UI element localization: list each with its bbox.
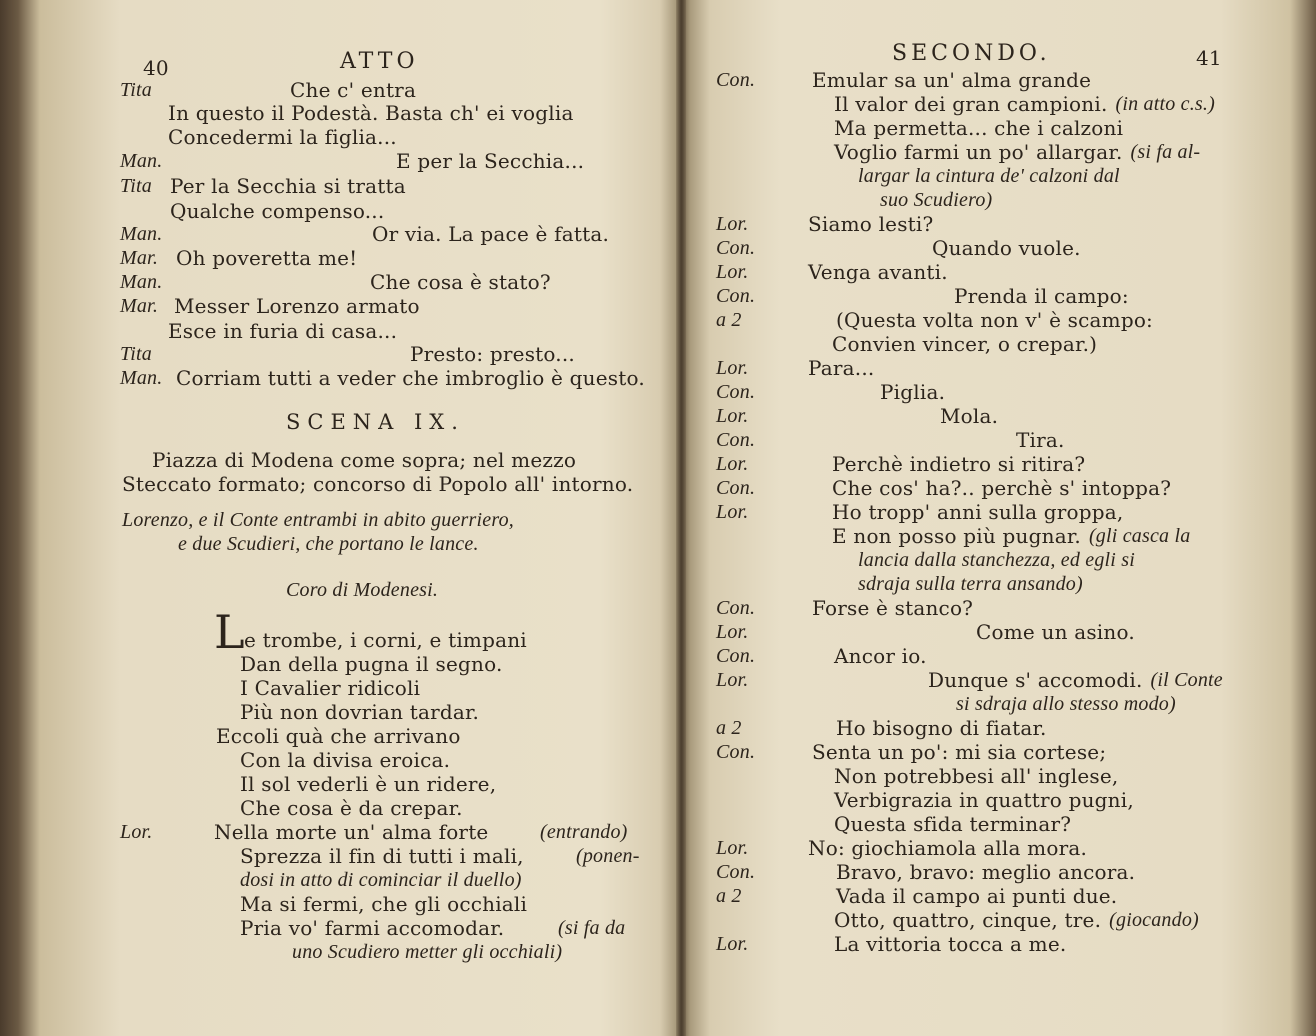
- speaker-label: Con.: [716, 741, 756, 763]
- speaker-label: Lor.: [716, 669, 749, 691]
- verse-line: e trombe, i corni, e timpani: [244, 628, 527, 652]
- dialogue-line: Concedermi la figlia...: [168, 125, 397, 149]
- running-header: ATTO: [340, 49, 419, 74]
- dialogue-line: Perchè indietro si ritira?: [832, 452, 1086, 476]
- dialogue-line: E non posso più pugnar.: [832, 524, 1081, 548]
- speaker-label: Lor.: [716, 933, 749, 955]
- speaker-label: Con.: [716, 285, 756, 307]
- dialogue-line: Mola.: [940, 404, 999, 428]
- speaker-label: Lor.: [716, 453, 749, 475]
- dialogue-line: Il valor dei gran campioni.: [834, 92, 1108, 116]
- dialogue-line: Verbigrazia in quattro pugni,: [834, 788, 1134, 812]
- stage-direction: suo Scudiero): [880, 189, 993, 211]
- stage-direction: (in atto c.s.): [1115, 93, 1215, 115]
- stage-direction: sdraja sulla terra ansando): [858, 573, 1083, 595]
- speaker-label: Con.: [716, 861, 756, 883]
- verse-line: Sprezza il fin di tutti i mali,: [240, 844, 524, 868]
- verse-line: Che cosa è da crepar.: [240, 796, 463, 820]
- dialogue-line: Venga avanti.: [808, 260, 948, 284]
- verse-line: Eccoli quà che arrivano: [216, 724, 461, 748]
- dialogue-line: Convien vincer, o crepar.): [832, 332, 1098, 356]
- stage-direction: si sdraja allo stesso modo): [956, 693, 1176, 715]
- speaker-label: Tita: [120, 79, 152, 101]
- page-number: 41: [1196, 46, 1222, 70]
- stage-direction: (ponen-: [576, 845, 640, 867]
- dialogue-line: Che cos' ha?.. perchè s' intoppa?: [832, 476, 1172, 500]
- stage-direction: (si fa da: [558, 917, 626, 939]
- dialogue-line: Para...: [808, 356, 875, 380]
- speaker-label: Con.: [716, 597, 756, 619]
- dialogue-line: La vittoria tocca a me.: [834, 932, 1067, 956]
- drop-cap: L: [214, 605, 245, 659]
- dialogue-line: (Questa volta non v' è scampo:: [836, 308, 1153, 332]
- dialogue-line: Questa sfida terminar?: [834, 812, 1072, 836]
- dialogue-line: Esce in furia di casa...: [168, 319, 398, 343]
- speaker-label: Con.: [716, 237, 756, 259]
- speaker-label: Mar.: [120, 247, 159, 269]
- scene-title: SCENA IX.: [286, 410, 465, 434]
- dialogue-line: Non potrebbesi all' inglese,: [834, 764, 1119, 788]
- speaker-label: Con.: [716, 69, 756, 91]
- speaker-label: Man.: [120, 150, 163, 172]
- dialogue-line: Ho bisogno di fiatar.: [836, 716, 1047, 740]
- dialogue-line: Forse è stanco?: [812, 596, 974, 620]
- dialogue-line: Dunque s' accomodi.: [928, 668, 1143, 692]
- character-list: Lorenzo, e il Conte entrambi in abito guerriero,: [122, 509, 514, 531]
- verse-line: Ma si fermi, che gli occhiali: [240, 892, 528, 916]
- dialogue-line: Ma permetta... che i calzoni: [834, 116, 1124, 140]
- verse-line: Con la divisa eroica.: [240, 748, 451, 772]
- dialogue-line: Emular sa un' alma grande: [812, 68, 1092, 92]
- dialogue-line: No: giochiamola alla mora.: [808, 836, 1088, 860]
- dialogue-line: Che c' entra: [290, 78, 417, 102]
- speaker-label: a 2: [716, 309, 742, 331]
- dialogue-line: Senta un po': mi sia cortese;: [812, 740, 1107, 764]
- speaker-label: Lor.: [716, 405, 749, 427]
- dialogue-line: Vada il campo ai punti due.: [836, 884, 1118, 908]
- stage-direction: (il Conte: [1150, 669, 1223, 691]
- stage-direction: dosi in atto di cominciar il duello): [240, 869, 522, 891]
- speaker-label: Con.: [716, 477, 756, 499]
- dialogue-line: Per la Secchia si tratta: [170, 174, 406, 198]
- dialogue-line: Piglia.: [880, 380, 946, 404]
- dialogue-line: Prenda il campo:: [954, 284, 1129, 308]
- speaker-label: Tita: [120, 343, 152, 365]
- speaker-label: Lor.: [716, 357, 749, 379]
- speaker-label: Tita: [120, 175, 152, 197]
- dialogue-line: Siamo lesti?: [808, 212, 934, 236]
- dialogue-line: Che cosa è stato?: [370, 270, 551, 294]
- verse-line: Il sol vederli è un ridere,: [240, 772, 497, 796]
- stage-direction: (gli casca la: [1088, 525, 1191, 547]
- speaker-label: Con.: [716, 429, 756, 451]
- verse-line: Dan della pugna il segno.: [240, 652, 503, 676]
- speaker-label: a 2: [716, 717, 742, 739]
- speaker-label: Man.: [120, 367, 163, 389]
- speaker-label: Lor.: [716, 837, 749, 859]
- verse-line: Nella morte un' alma forte: [214, 820, 489, 844]
- dialogue-line: In questo il Podestà. Basta ch' ei voglia: [168, 101, 574, 125]
- page-number: 40: [143, 56, 169, 80]
- verse-line: Più non dovrian tardar.: [240, 700, 480, 724]
- speaker-label: a 2: [716, 885, 742, 907]
- character-list: e due Scudieri, che portano le lance.: [178, 533, 479, 555]
- verse-line: Pria vo' farmi accomodar.: [240, 916, 505, 940]
- speaker-label: Mar.: [120, 295, 159, 317]
- dialogue-line: Quando vuole.: [932, 236, 1081, 260]
- dialogue-line: Qualche compenso...: [170, 199, 385, 223]
- chorus-title: Coro di Modenesi.: [286, 579, 439, 601]
- dialogue-line: Or via. La pace è fatta.: [372, 222, 610, 246]
- speaker-label: Lor.: [716, 261, 749, 283]
- dialogue-line: Ho tropp' anni sulla groppa,: [832, 500, 1124, 524]
- speaker-label: Lor.: [716, 501, 749, 523]
- stage-direction: (giocando): [1109, 909, 1199, 931]
- stage-direction: largar la cintura de' calzoni dal: [858, 165, 1120, 187]
- stage-setting: Piazza di Modena come sopra; nel mezzo: [152, 448, 577, 472]
- dialogue-line: Otto, quattro, cinque, tre.: [834, 908, 1102, 932]
- dialogue-line: Ancor io.: [834, 644, 927, 668]
- speaker-label: Man.: [120, 271, 163, 293]
- stage-direction: lancia dalla stanchezza, ed egli si: [858, 549, 1135, 571]
- dialogue-line: Presto: presto...: [410, 342, 575, 366]
- speaker-label: Lor.: [716, 621, 749, 643]
- verse-line: I Cavalier ridicoli: [240, 676, 421, 700]
- speaker-label: Lor.: [716, 213, 749, 235]
- speaker-label: Man.: [120, 223, 163, 245]
- dialogue-line: Corriam tutti a veder che imbroglio è questo.: [176, 366, 645, 390]
- dialogue-line: Bravo, bravo: meglio ancora.: [836, 860, 1136, 884]
- speaker-label: Con.: [716, 381, 756, 403]
- dialogue-line: Tira.: [1016, 428, 1065, 452]
- speaker-label: Con.: [716, 645, 756, 667]
- dialogue-line: E per la Secchia...: [396, 149, 585, 173]
- stage-setting: Steccato formato; concorso di Popolo all' intorno.: [122, 472, 634, 496]
- dialogue-line: Oh poveretta me!: [176, 246, 358, 270]
- dialogue-line: Come un asino.: [976, 620, 1135, 644]
- dialogue-line: Messer Lorenzo armato: [174, 294, 420, 318]
- stage-direction: (entrando): [540, 821, 628, 843]
- stage-direction: uno Scudiero metter gli occhiali): [292, 941, 563, 963]
- running-header: SECONDO.: [892, 41, 1051, 66]
- speaker-label: Lor.: [120, 821, 153, 843]
- stage-direction: (si fa al-: [1130, 141, 1201, 163]
- dialogue-line: Voglio farmi un po' allargar.: [834, 140, 1123, 164]
